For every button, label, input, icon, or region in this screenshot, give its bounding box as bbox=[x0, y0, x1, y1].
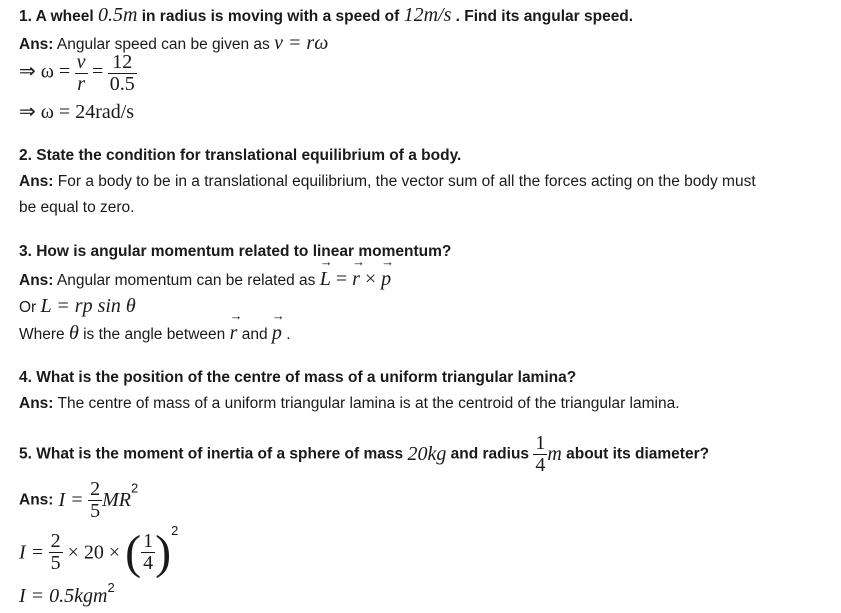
mass-math: 20kg bbox=[407, 443, 447, 465]
answer-5-sup: 2 bbox=[130, 480, 139, 496]
line3-result: I = 0.5kgm bbox=[19, 585, 108, 607]
question-3: 3. How is angular momentum related to linear momentum? bbox=[19, 243, 452, 260]
line3-sup: 2 bbox=[107, 580, 115, 595]
answer-5-line-3 bbox=[19, 580, 115, 608]
question-5-text-mid: and radius bbox=[446, 445, 534, 463]
vector-L: L → bbox=[320, 268, 331, 291]
where-end: . bbox=[281, 326, 291, 343]
step2-result: ⇒ ω = 24rad/s bbox=[19, 101, 135, 123]
theta-symbol: θ bbox=[68, 322, 79, 344]
line2-sup: 2 bbox=[171, 523, 179, 538]
fraction-1-over-4: $\frac{1}{4}$ bbox=[535, 432, 546, 476]
right-paren: ) bbox=[155, 525, 172, 579]
question-1-text: 1. A wheel bbox=[19, 8, 98, 25]
answer-3 bbox=[19, 268, 391, 291]
fraction-12-over-0-5: $\frac{12}{0.5}$ bbox=[109, 51, 135, 95]
answer-3-or-line bbox=[19, 295, 136, 318]
formula-L-rpsin: L = rp sin θ bbox=[40, 295, 136, 317]
radius-math: 0.5m bbox=[97, 4, 138, 26]
answer-1-step-1 bbox=[19, 52, 137, 95]
answer-1-step-2 bbox=[19, 99, 134, 124]
answer-label: Ans: bbox=[19, 36, 54, 53]
question-1-text-end: . Find its angular speed. bbox=[451, 8, 634, 25]
answer-label: Ans: bbox=[19, 173, 54, 190]
answer-5-line-1 bbox=[19, 479, 138, 522]
question-2: 2. State the condition for translational equilibrium of a body. bbox=[19, 147, 462, 164]
answer-5-MR: MR bbox=[102, 489, 131, 511]
answer-4 bbox=[19, 395, 680, 413]
answer-5-line-2 bbox=[19, 523, 178, 577]
times-sign: × bbox=[359, 268, 382, 290]
question-5 bbox=[19, 433, 709, 476]
where-text: Where bbox=[19, 326, 69, 343]
question-1 bbox=[19, 4, 633, 27]
vector-p-2: p → bbox=[272, 322, 282, 345]
answer-2-text: For a body to be in a translational equilibrium, the vector sum of all the forces acting on the body must bbox=[53, 173, 756, 190]
fraction-2-over-5: $\frac{2}{5}$ bbox=[90, 478, 101, 522]
question-5-text-end: about its diameter? bbox=[561, 445, 710, 463]
answer-label: Ans: bbox=[19, 395, 54, 412]
vector-r-2: r → bbox=[230, 322, 238, 345]
answer-4-text: The centre of mass of a uniform triangular lamina is at the centroid of the triangular lamina. bbox=[53, 395, 680, 412]
fraction-2-over-5-b: $\frac{2}{5}$ bbox=[50, 530, 61, 575]
question-4: 4. What is the position of the centre of mass of a uniform triangular lamina? bbox=[19, 369, 577, 386]
where-mid-text: is the angle between bbox=[78, 326, 230, 343]
answer-2-line-1 bbox=[19, 173, 756, 191]
answer-1-text: Angular speed can be given as bbox=[53, 36, 275, 53]
answer-5-I: I = bbox=[53, 489, 84, 511]
answer-label: Ans: bbox=[19, 491, 54, 509]
equals-sign: = bbox=[330, 268, 353, 290]
fraction-v-over-r: $\frac{v}{r}$ bbox=[76, 51, 86, 95]
and-text: and bbox=[237, 326, 272, 343]
or-text: Or bbox=[19, 299, 41, 316]
vector-p: p → bbox=[381, 268, 391, 291]
fraction-1-over-4-b: $\frac{1}{4}$ bbox=[143, 530, 154, 575]
step1-equals: = bbox=[92, 60, 104, 83]
answer-3-text: Angular momentum can be related as bbox=[53, 272, 320, 289]
answer-3-where-line bbox=[19, 322, 291, 345]
question-1-text-mid: in radius is moving with a speed of bbox=[137, 8, 404, 25]
left-paren: ( bbox=[125, 525, 142, 579]
line2-times-20: × 20 × bbox=[62, 541, 126, 564]
line2-I: I = bbox=[19, 541, 45, 564]
formula-v-rw: v = rω bbox=[274, 32, 329, 54]
question-5-text: 5. What is the moment of inertia of a sphere of mass bbox=[19, 445, 408, 463]
step1-lhs: ⇒ ω = bbox=[19, 60, 71, 83]
answer-label: Ans: bbox=[19, 272, 54, 289]
vector-r: r → bbox=[352, 268, 360, 291]
radius-unit: m bbox=[547, 443, 562, 465]
answer-2-line-2: be equal to zero. bbox=[19, 199, 135, 216]
speed-math: 12m/s bbox=[403, 4, 452, 26]
